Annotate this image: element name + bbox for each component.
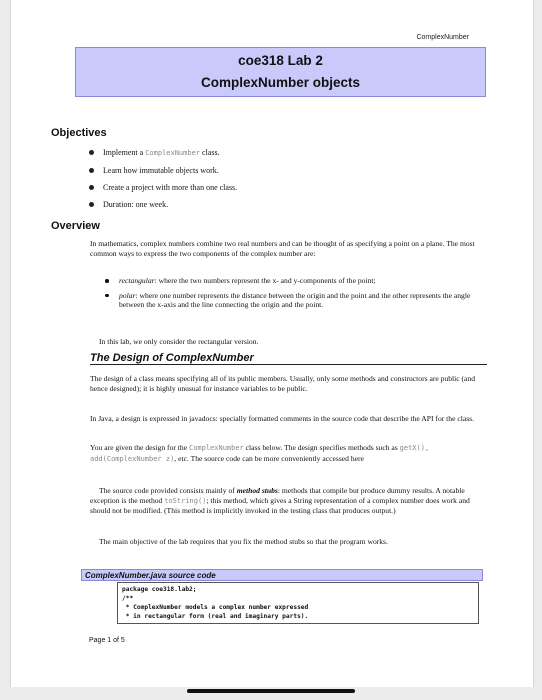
design-heading: The Design of ComplexNumber bbox=[90, 352, 487, 365]
objective-item: Learn how immutable objects work. bbox=[103, 166, 237, 175]
objective-item: Implement a ComplexNumber class. bbox=[103, 148, 237, 158]
title-line2: ComplexNumber objects bbox=[200, 75, 361, 90]
source-code-block: package coe318.lab2; /** * ComplexNumber models a complex number expressed * in rectangular form (real and imaginary parts). bbox=[117, 582, 479, 624]
overview-heading: Overview bbox=[51, 220, 100, 232]
design-p5: The main objective of the lab requires that you fix the method stubs so that the program works. bbox=[99, 537, 388, 546]
design-p4: The source code provided consists mainly of method stubs: methods that compile but produce dummy results. A notable exception is the method toString(); this method, which gives a String representation of a complex number does work and should not be modified. (This method is implicitly invoked in the testing class that produces output.) bbox=[90, 486, 470, 516]
overview-intro: In mathematics, complex numbers combine two real numbers and can be thought of as specifying a point on a plane. The most common ways to express the two components of the complex number are: bbox=[90, 239, 475, 258]
design-p3: You are given the design for the ComplexNumber class below. The design specifies methods such as getX(), add(ComplexNumber z), etc. The source code can be more conveniently accessed here bbox=[90, 443, 430, 463]
design-p1: The design of a class means specifying all of its public members. Usually, only some methods and constructors are public (and hence designed); it is highly unusual for instance variables to be public. bbox=[90, 374, 476, 393]
overview-closing: In this lab, we only consider the rectangular version. bbox=[99, 337, 259, 346]
title-box bbox=[75, 47, 486, 97]
objectives-heading: Objectives bbox=[51, 127, 107, 139]
source-code-heading: ComplexNumber.java source code bbox=[81, 569, 483, 581]
document-page bbox=[10, 0, 534, 687]
page-footer: Page 1 of 5 bbox=[89, 637, 125, 644]
title-line1: coe318 Lab 2 bbox=[238, 53, 323, 68]
objectives-list bbox=[103, 148, 237, 217]
overview-bullets bbox=[119, 276, 487, 315]
objective-item: Duration: one week. bbox=[103, 200, 237, 209]
home-indicator[interactable] bbox=[187, 689, 355, 693]
objective-item: Create a project with more than one class. bbox=[103, 183, 238, 192]
bullet-polar: polar: where one number represents the distance between the origin and the point and the other represents the angle between the x-axis and the line connecting the origin and the point. bbox=[119, 291, 487, 310]
bullet-rectangular: rectangular: where the two numbers represent the x- and y-components of the point; bbox=[119, 276, 487, 286]
design-p2: In Java, a design is expressed in javadocs: specially formatted comments in the source code that describe the API for the class. bbox=[90, 414, 474, 423]
running-header: ComplexNumber bbox=[416, 34, 469, 41]
